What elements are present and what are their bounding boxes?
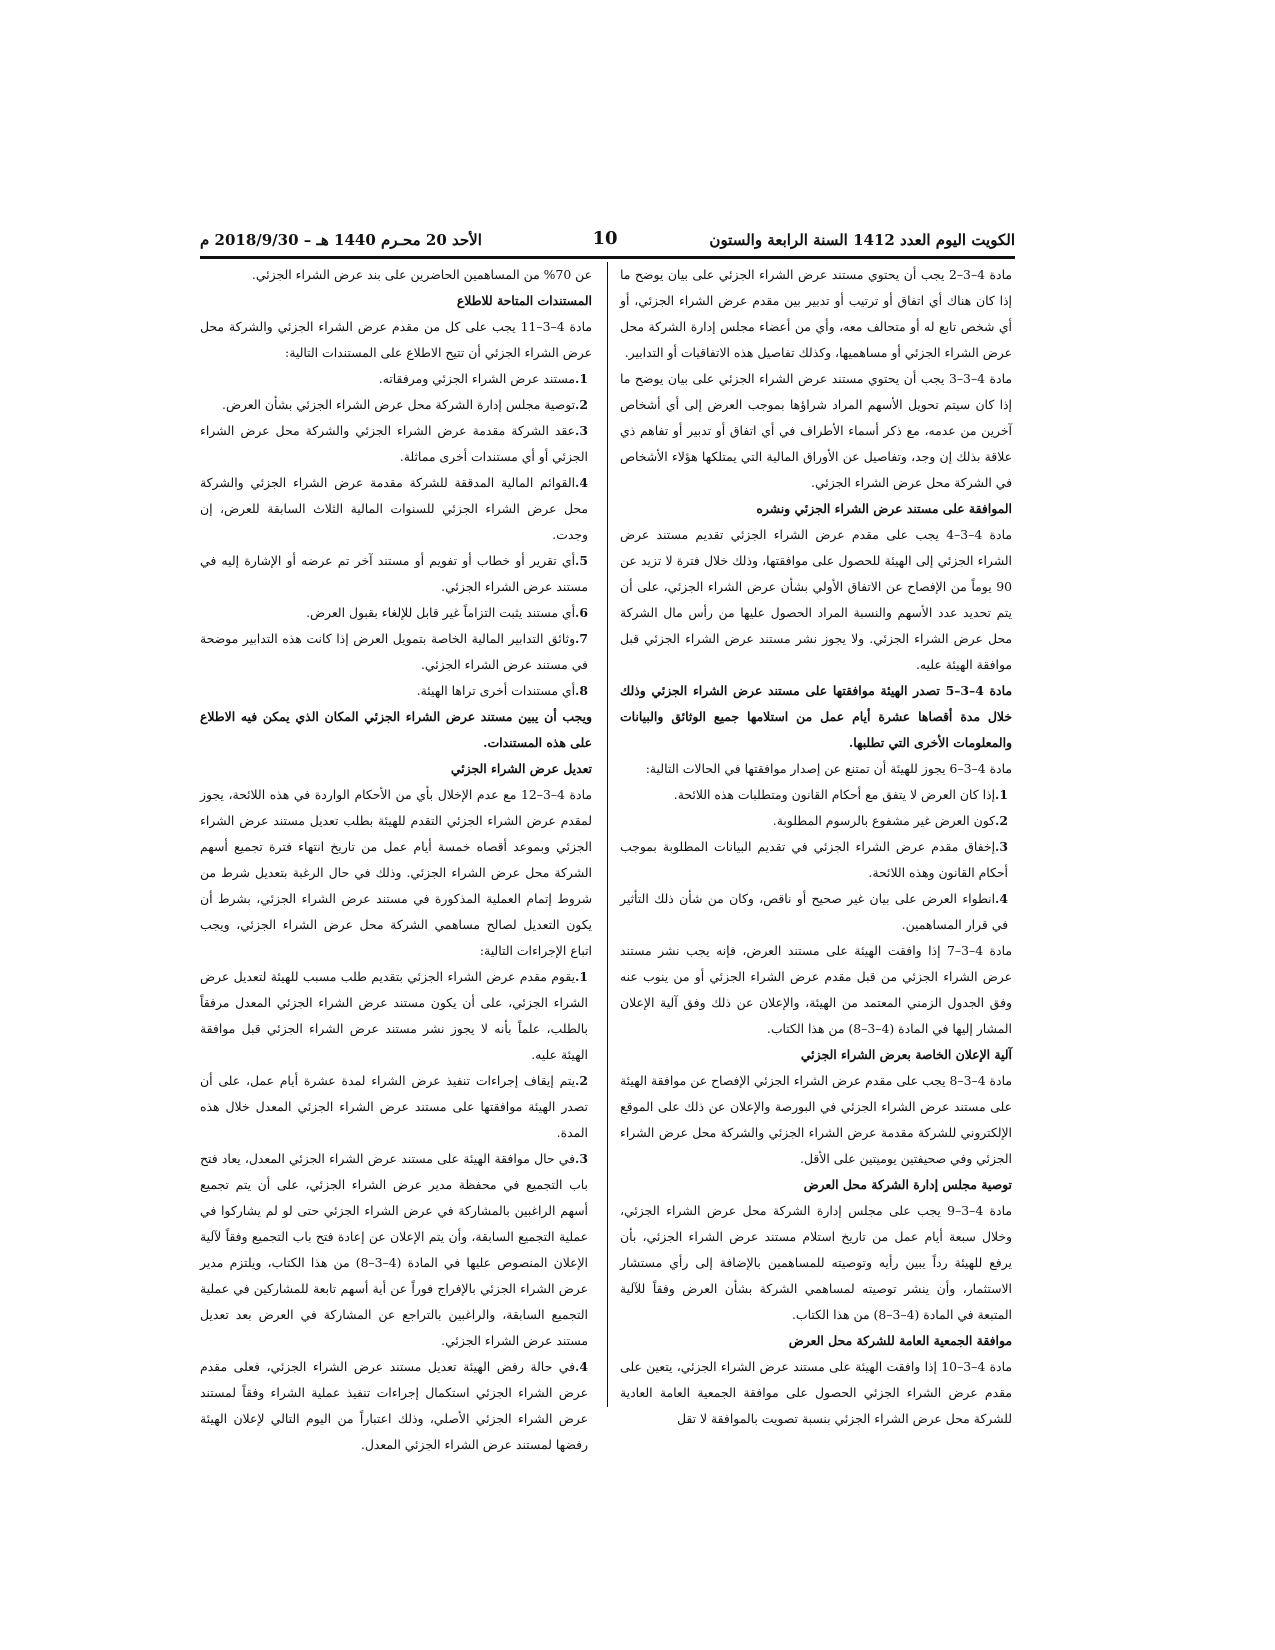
list-item <box>200 1354 592 1458</box>
list-item-number: 3. <box>995 839 1008 854</box>
article-paragraph: مادة 4–3–5 تصدر الهيئة موافقتها على مستند عرض الشراء الجزئي وذلك خلال مدة أقصاها عشرة أيام عمل من استلامها جميع الوثائق والبيانات والمعلومات الأخرى التي تطلبها. <box>620 683 1012 750</box>
article-paragraph: مادة 4–3–11 يجب على كل من مقدم عرض الشراء الجزئي والشركة محل عرض الشراء الجزئي أن تتيح الاطلاع على المستندات التالية: <box>200 319 592 360</box>
list-item-number: 6. <box>575 605 588 620</box>
list-item-number: 8. <box>575 683 588 698</box>
list-item <box>200 470 592 548</box>
list-item <box>200 964 592 1068</box>
list-item-text: إذا كان العرض لا يتفق مع أحكام القانون ومتطلبات هذه اللائحة. <box>673 787 996 802</box>
article-paragraph: مادة 4–3–6 يجوز للهيئة أن تمتنع عن إصدار موافقتها في الحالات التالية: <box>645 761 1012 776</box>
list-item-number: 2. <box>575 397 588 412</box>
list-item-text: انطواء العرض على بيان غير صحيح أو ناقص، وكان من شأن ذلك التأثير في قرار المساهمين. <box>620 891 1008 932</box>
list-item <box>200 366 592 392</box>
list-item <box>620 834 1012 886</box>
section-heading: الموافقة على مستند عرض الشراء الجزئي ونشره <box>756 501 1012 516</box>
list-item <box>200 600 592 626</box>
column-divider <box>607 262 608 1407</box>
list-item-number: 4. <box>575 475 588 490</box>
list-item-text: يتم إيقاف إجراءات تنفيذ عرض الشراء لمدة عشرة أيام عمل، على أن تصدر الهيئة موافقتها على مستند عرض الشراء الجزئي المعدل خلال هذه المدة. <box>200 1073 588 1140</box>
list-item-text: في حال موافقة الهيئة على مستند عرض الشراء الجزئي المعدل، يعاد فتح باب التجميع في محفظة مدير عرض الشراء الجزئي، على أن يتم تجميع أسهم الراغبين بالمشاركة في عرض الشراء الجزئي حتى لو لم يشاركوا في عملية التجميع السابقة، وأن يتم الإعلان عن إعادة فتح باب التجميع وفقاً لآلية الإعلان المنصوص عليها في المادة (4–3–8) من هذا الكتاب، ويلتزم مدير عرض الشراء الجزئي بالإفراج فوراً عن أية أسهم تابعة للمشاركين في عملية التجميع السابقة، والراغبين بالتراجع عن المشاركة في العرض بعد تعديل مستند عرض الشراء الجزئي. <box>200 1151 588 1348</box>
list-item-text: مستند عرض الشراء الجزئي ومرفقاته. <box>378 371 576 386</box>
list-item-text: عقد الشركة مقدمة عرض الشراء الجزئي والشركة محل عرض الشراء الجزئي أو أي مستندات أخرى مماثلة. <box>200 423 588 464</box>
list-item <box>200 1068 592 1146</box>
list-item <box>200 392 592 418</box>
article-paragraph: مادة 4–3–2 يجب أن يحتوي مستند عرض الشراء الجزئي على بيان يوضح ما إذا كان هناك أي اتفاق أو ترتيب أو تدبير بين مقدم عرض الشراء الجزئي، أو أي شخص تابع له أو متحالف معه، وأي من أعضاء مجلس إدارة الشركة محل عرض الشراء الجزئي أو مساهميها، وكذلك تفاصيل هذه الاتفاقيات أو التدابير. <box>620 267 1012 360</box>
list-item-text: القوائم المالية المدققة للشركة مقدمة عرض الشراء الجزئي والشركة محل عرض الشراء الجزئي للسنوات المالية الثلاث السابقة للعرض، إن وجدت. <box>200 475 588 542</box>
section-heading: موافقة الجمعية العامة للشركة محل العرض <box>788 1333 1012 1348</box>
list-item <box>200 678 592 704</box>
list-item-number: 5. <box>575 553 588 568</box>
list-item-number: 3. <box>575 423 588 438</box>
list-item-number: 7. <box>575 631 588 646</box>
list-item-number: 1. <box>575 969 588 984</box>
list-item-text: يقوم مقدم عرض الشراء الجزئي بتقديم طلب مسبب للهيئة لتعديل عرض الشراء الجزئي، على أن يكون مستند عرض الشراء الجزئي المعدل مرفقاً بالطلب، علماً بأنه لا يجوز نشر مستند عرض الشراء الجزئي قبل موافقة الهيئة عليه. <box>200 969 588 1062</box>
list-item <box>620 886 1012 938</box>
list-item <box>200 548 592 600</box>
list-item-number: 4. <box>575 1359 588 1374</box>
article-paragraph: مادة 4–3–8 يجب على مقدم عرض الشراء الجزئي الإفصاح عن موافقة الهيئة على مستند عرض الشراء الجزئي في البورصة والإعلان عن ذلك على الموقع الإلكتروني للشركة مقدمة عرض الشراء الجزئي والشركة محل عرض الشراء الجزئي وفي صحيفتين يوميتين على الأقل. <box>620 1073 1012 1166</box>
list-item-text: وثائق التدابير المالية الخاصة بتمويل العرض إذا كانت هذه التدابير موضحة في مستند عرض الشراء الجزئي. <box>200 631 588 672</box>
list-item-number: 1. <box>575 371 588 386</box>
list-item-text: في حالة رفض الهيئة تعديل مستند عرض الشراء الجزئي، فعلى مقدم عرض الشراء الجزئي استكمال إجراءات تنفيذ عملية الشراء وفقاً لمستند عرض الشراء الجزئي الأصلي، وذلك اعتباراً من اليوم التالي لإعلان الهيئة رفضها لمستند عرض الشراء الجزئي المعدل. <box>200 1359 588 1452</box>
list-item-number: 1. <box>995 787 1008 802</box>
list-item-text: إخفاق مقدم عرض الشراء الجزئي في تقديم البيانات المطلوبة بموجب أحكام القانون وهذه اللائحة. <box>620 839 1008 880</box>
article-paragraph: مادة 4–3–9 يجب على مجلس إدارة الشركة محل عرض الشراء الجزئي، وخلال سبعة أيام عمل من تاريخ استلام مستند عرض الشراء الجزئي، بأن يرفع للهيئة رداً يبين رأيه وتوصيته للمساهمين بالإضافة إلى رأي مستشار الاستثمار، وأن ينشر توصيته لمساهمي الشركة بشأن العرض وفقاً للآلية المتبعة في المادة (4–3–8) من هذا الكتاب. <box>620 1203 1012 1322</box>
list-item-text: توصية مجلس إدارة الشركة محل عرض الشراء الجزئي بشأن العرض. <box>222 397 576 412</box>
list-item-number: 2. <box>995 813 1008 828</box>
list-item-number: 2. <box>575 1073 588 1088</box>
header-rule <box>200 256 1015 259</box>
section-heading: توصية مجلس إدارة الشركة محل العرض <box>803 1177 1012 1192</box>
list-item-text: كون العرض غير مشفوع بالرسوم المطلوبة. <box>772 813 996 828</box>
article-paragraph: مادة 4–3–3 يجب أن يحتوي مستند عرض الشراء الجزئي على بيان يوضح ما إذا كان سيتم تحويل الأسهم المراد شراؤها بموجب العرض إلى أي أشخاص آخرين من عدمه، مع ذكر أسماء الأطراف في أي اتفاق أو تدبير أو تفاهم ذي علاقة بذلك إن وجد، وتفاصيل عن الأوراق المالية التي يمتلكها هؤلاء الأشخاص في الشركة محل عرض الشراء الجزئي. <box>620 371 1012 490</box>
list-item <box>200 626 592 678</box>
article-paragraph: مادة 4–3–4 يجب على مقدم عرض الشراء الجزئي تقديم مستند عرض الشراء الجزئي إلى الهيئة للحصول على موافقتها، وذلك خلال فترة لا تزيد عن 90 يوماً من الإفصاح عن الاتفاق الأولي بشأن عرض الشراء الجزئي، على أن يتم تحديد عدد الأسهم والنسبة المراد الحصول عليها من رأس مال الشركة محل عرض الشراء الجزئي. ولا يجوز نشر مستند عرض الشراء الجزئي قبل موافقة الهيئة عليه. <box>620 527 1012 672</box>
section-heading: تعديل عرض الشراء الجزئي <box>450 761 592 776</box>
list-item-number: 4. <box>995 891 1008 906</box>
list-item <box>620 808 1012 834</box>
list-item <box>200 418 592 470</box>
issue-date: الأحد 20 محـرم 1440 هـ – 2018/9/30 م <box>200 231 482 249</box>
right-column <box>620 262 1012 1426</box>
list-item <box>620 782 1012 808</box>
article-paragraph: عن 70% من المساهمين الحاضرين على بند عرض الشراء الجزئي. <box>251 267 592 282</box>
article-paragraph: مادة 4–3–10 إذا وافقت الهيئة على مستند عرض الشراء الجزئي، يتعين على مقدم عرض الشراء الجزئي الحصول على موافقة الجمعية العامة العادية للشركة محل عرض الشراء الجزئي بنسبة تصويت بالموافقة لا تقل <box>620 1359 1012 1426</box>
left-column <box>200 262 592 1452</box>
article-paragraph: مادة 4–3–7 إذا وافقت الهيئة على مستند العرض، فإنه يجب نشر مستند عرض الشراء الجزئي من قبل مقدم عرض الشراء الجزئي أو من ينوب عنه وفق الجدول الزمني المعتمد من الهيئة، والإعلان عن ذلك وفق آلية الإعلان المشار إليها في المادة (4–3–8) من هذا الكتاب. <box>620 943 1012 1036</box>
article-paragraph: ويجب أن يبين مستند عرض الشراء الجزئي المكان الذي يمكن فيه الاطلاع على هذه المستندات. <box>200 709 592 750</box>
section-heading: آلية الإعلان الخاصة بعرض الشراء الجزئي <box>800 1047 1012 1062</box>
list-item <box>200 1146 592 1354</box>
publication-title: الكويت اليوم العدد 1412 السنة الرابعة والستون <box>709 231 1015 249</box>
section-heading: المستندات المتاحة للاطلاع <box>456 293 592 308</box>
article-paragraph: مادة 4–3–12 مع عدم الإخلال بأي من الأحكام الواردة في هذه اللائحة، يجوز لمقدم عرض الشراء الجزئي التقدم للهيئة بطلب تعديل مستند عرض الشراء الجزئي وبموعد أقصاه خمسة أيام عمل من تاريخ انتهاء فترة تجميع أسهم الشركة محل عرض الشراء الجزئي. وذلك في حال الرغبة بتعديل شرط من شروط إتمام العملية المذكورة في مستند عرض الشراء الجزئي، بشرط أن يكون التعديل لصالح مساهمي الشركة محل عرض الشراء الجزئي، ويجب اتباع الإجراءات التالية: <box>200 787 592 958</box>
page-number: 10 <box>592 228 618 249</box>
list-item-text: أي تقرير أو خطاب أو تفويم أو مستند آخر تم عرضه أو الإشارة إليه في مستند عرض الشراء الجزئي. <box>200 553 588 594</box>
page-header <box>200 225 1015 255</box>
list-item-number: 3. <box>575 1151 588 1166</box>
list-item-text: أي مستندات أخرى تراها الهيئة. <box>416 683 576 698</box>
list-item-text: أي مستند يثبت التزاماً غير قابل للإلغاء بقبول العرض. <box>306 605 576 620</box>
